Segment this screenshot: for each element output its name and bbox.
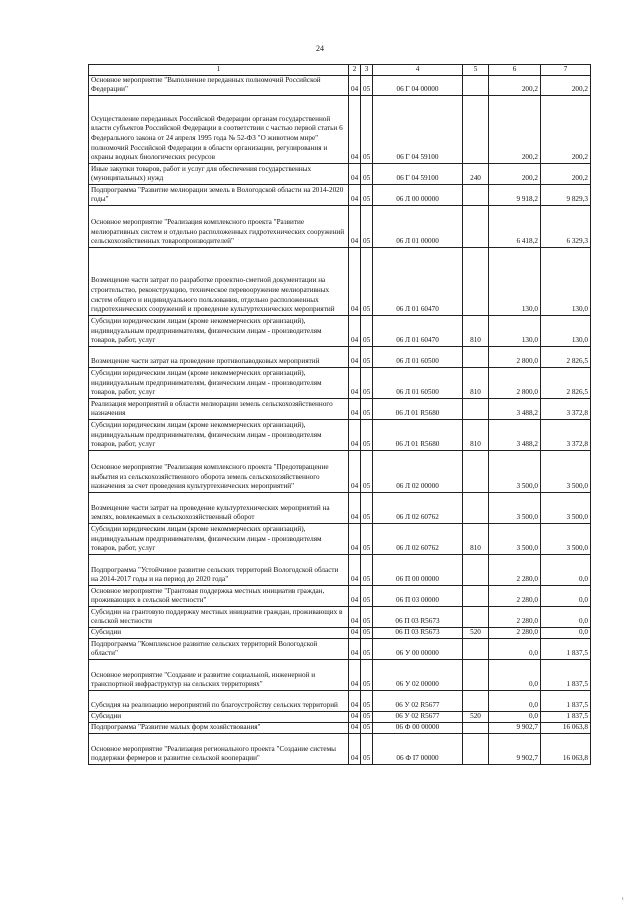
row-name: Возмещение части затрат на проведение культуртехнических мероприятий на землях, вовлекаемых в сельскохозяйственный оборот bbox=[89, 492, 349, 523]
row-section: 04 bbox=[349, 367, 361, 398]
row-target-code: 06 Ф 00 00000 bbox=[373, 722, 463, 733]
row-amount-year1: 2 280,0 bbox=[489, 627, 541, 638]
row-target-code: 06 У 02 00000 bbox=[373, 659, 463, 690]
row-amount-year2: 130,0 bbox=[541, 315, 591, 346]
row-section: 04 bbox=[349, 75, 361, 95]
row-expense-type: 810 bbox=[463, 523, 489, 554]
table-row bbox=[89, 585, 591, 606]
row-target-code: 06 П 03 R5673 bbox=[373, 627, 463, 638]
row-section: 04 bbox=[349, 419, 361, 450]
row-target-code: 06 Л 01 60470 bbox=[373, 315, 463, 346]
row-name: Возмещение части затрат на проведение противопаводковых мероприятий bbox=[89, 346, 349, 367]
row-name: Субсидии юридическим лицам (кроме некоммерческих организаций), индивидуальным предпринимателям, физическим лицам - производителям товаров, работ, услуг bbox=[89, 315, 349, 346]
row-amount-year2: 6 329,3 bbox=[541, 205, 591, 247]
row-section: 04 bbox=[349, 659, 361, 690]
row-section: 04 bbox=[349, 95, 361, 163]
row-subsection: 05 bbox=[361, 398, 373, 419]
table-row bbox=[89, 690, 591, 711]
row-name: Подпрограмма "Развитие малых форм хозяйствования" bbox=[89, 722, 349, 733]
row-subsection: 05 bbox=[361, 554, 373, 585]
row-subsection: 05 bbox=[361, 638, 373, 659]
row-amount-year1: 3 500,0 bbox=[489, 523, 541, 554]
row-amount-year2: 130,0 bbox=[541, 247, 591, 315]
row-amount-year2: 16 063,8 bbox=[541, 722, 591, 733]
row-amount-year1: 3 500,0 bbox=[489, 450, 541, 492]
row-section: 04 bbox=[349, 184, 361, 205]
row-subsection: 05 bbox=[361, 247, 373, 315]
row-name: Основное мероприятие "Реализация комплексного проекта "Предотвращение выбытия из сельскохозяйственного оборота земель сельскохозяйственного назначения за счет проведения культуртехнических мероприятий" bbox=[89, 450, 349, 492]
row-expense-type bbox=[463, 247, 489, 315]
row-amount-year2: 200,2 bbox=[541, 75, 591, 95]
row-amount-year2: 3 500,0 bbox=[541, 450, 591, 492]
row-section: 04 bbox=[349, 315, 361, 346]
row-name: Субсидии юридическим лицам (кроме некоммерческих организаций), индивидуальным предпринимателям, физическим лицам - производителям товаров, работ, услуг bbox=[89, 419, 349, 450]
row-amount-year2: 2 826,5 bbox=[541, 367, 591, 398]
row-name: Осуществление переданных Российской Федерации органам государственной власти субъектов Российской Федерации в соответствии с частью первой статьи 6 Федерального закона от 24 апреля 1995 года № 52-ФЗ "О животном мире" полномочий Российской Федерации в области организации, регулирования и охраны водных биологических ресурсов bbox=[89, 95, 349, 163]
row-amount-year1: 0,0 bbox=[489, 690, 541, 711]
row-amount-year1: 0,0 bbox=[489, 711, 541, 722]
row-amount-year1: 3 500,0 bbox=[489, 492, 541, 523]
table-row bbox=[89, 163, 591, 184]
row-amount-year2: 1 837,5 bbox=[541, 638, 591, 659]
row-name: Основное мероприятие "Реализация комплексного проекта "Развитие мелиоративных систем и отдельно расположенных гидротехнических сооружений сельскохозяйственных товаропроизводителей" bbox=[89, 205, 349, 247]
row-subsection: 05 bbox=[361, 585, 373, 606]
row-target-code: 06 Л 01 R5680 bbox=[373, 398, 463, 419]
row-target-code: 06 Л 01 60470 bbox=[373, 247, 463, 315]
row-subsection: 05 bbox=[361, 95, 373, 163]
row-amount-year2: 200,2 bbox=[541, 163, 591, 184]
row-target-code: 06 У 02 R5677 bbox=[373, 711, 463, 722]
table-row bbox=[89, 205, 591, 247]
row-subsection: 05 bbox=[361, 205, 373, 247]
row-expense-type bbox=[463, 398, 489, 419]
row-target-code: 06 Г 04 00000 bbox=[373, 75, 463, 95]
row-section: 04 bbox=[349, 711, 361, 722]
row-subsection: 05 bbox=[361, 690, 373, 711]
row-expense-type bbox=[463, 659, 489, 690]
table-row bbox=[89, 711, 591, 722]
row-amount-year1: 2 800,0 bbox=[489, 346, 541, 367]
row-name: Субсидии на грантовую поддержку местных инициатив граждан, проживающих в сельской местности bbox=[89, 606, 349, 627]
row-name: Основное мероприятие "Реализация регионального проекта "Создание системы поддержки фермеров и развитие сельской кооперации" bbox=[89, 733, 349, 764]
row-section: 04 bbox=[349, 398, 361, 419]
row-subsection: 05 bbox=[361, 711, 373, 722]
row-name: Подпрограмма "Устойчивое развитие сельских территорий Вологодской области на 2014-2017 годы и на период до 2020 года" bbox=[89, 554, 349, 585]
row-expense-type: 520 bbox=[463, 627, 489, 638]
column-header: 2 bbox=[349, 65, 361, 76]
row-name: Субсидии юридическим лицам (кроме некоммерческих организаций), индивидуальным предпринимателям, физическим лицам - производителям товаров, работ, услуг bbox=[89, 367, 349, 398]
row-amount-year1: 0,0 bbox=[489, 659, 541, 690]
row-subsection: 05 bbox=[361, 523, 373, 554]
row-amount-year1: 130,0 bbox=[489, 315, 541, 346]
row-target-code: 06 У 02 R5677 bbox=[373, 690, 463, 711]
row-amount-year2: 3 372,8 bbox=[541, 398, 591, 419]
row-section: 04 bbox=[349, 733, 361, 764]
table-header-row bbox=[89, 65, 591, 76]
table-row bbox=[89, 247, 591, 315]
row-target-code: 06 П 03 R5673 bbox=[373, 606, 463, 627]
table-row bbox=[89, 492, 591, 523]
row-section: 04 bbox=[349, 450, 361, 492]
table-row bbox=[89, 184, 591, 205]
row-expense-type bbox=[463, 585, 489, 606]
row-subsection: 05 bbox=[361, 627, 373, 638]
row-expense-type: 810 bbox=[463, 419, 489, 450]
row-name: Подпрограмма "Комплексное развитие сельских территорий Вологодской области" bbox=[89, 638, 349, 659]
row-amount-year1: 200,2 bbox=[489, 75, 541, 95]
row-target-code: 06 Л 01 60500 bbox=[373, 346, 463, 367]
row-expense-type bbox=[463, 606, 489, 627]
row-subsection: 05 bbox=[361, 722, 373, 733]
column-header: 3 bbox=[361, 65, 373, 76]
table-row bbox=[89, 659, 591, 690]
row-amount-year2: 1 837,5 bbox=[541, 711, 591, 722]
row-amount-year1: 0,0 bbox=[489, 638, 541, 659]
row-name: Субсидии bbox=[89, 711, 349, 722]
row-amount-year2: 1 837,5 bbox=[541, 659, 591, 690]
row-amount-year2: 9 829,3 bbox=[541, 184, 591, 205]
row-subsection: 05 bbox=[361, 419, 373, 450]
row-amount-year1: 9 918,2 bbox=[489, 184, 541, 205]
row-name: Субсидии bbox=[89, 627, 349, 638]
table-row bbox=[89, 367, 591, 398]
row-expense-type bbox=[463, 733, 489, 764]
row-target-code: 06 Л 01 60500 bbox=[373, 367, 463, 398]
row-amount-year1: 3 488,2 bbox=[489, 398, 541, 419]
row-target-code: 06 Ф I7 00000 bbox=[373, 733, 463, 764]
row-amount-year1: 9 902,7 bbox=[489, 733, 541, 764]
row-section: 04 bbox=[349, 638, 361, 659]
row-target-code: 06 Л 01 R5680 bbox=[373, 419, 463, 450]
row-amount-year1: 3 488,2 bbox=[489, 419, 541, 450]
row-expense-type bbox=[463, 75, 489, 95]
row-subsection: 05 bbox=[361, 450, 373, 492]
row-name: Субсидии юридическим лицам (кроме некоммерческих организаций), индивидуальным предпринимателям, физическим лицам - производителям товаров, работ, услуг bbox=[89, 523, 349, 554]
row-amount-year2: 0,0 bbox=[541, 627, 591, 638]
row-target-code: 06 Г 04 59100 bbox=[373, 95, 463, 163]
row-section: 04 bbox=[349, 627, 361, 638]
row-target-code: 06 Л 02 00000 bbox=[373, 450, 463, 492]
row-amount-year2: 0,0 bbox=[541, 585, 591, 606]
row-amount-year2: 3 500,0 bbox=[541, 523, 591, 554]
row-subsection: 05 bbox=[361, 184, 373, 205]
row-expense-type bbox=[463, 450, 489, 492]
scan-mark: ı bbox=[622, 896, 624, 902]
row-subsection: 05 bbox=[361, 315, 373, 346]
row-subsection: 05 bbox=[361, 367, 373, 398]
row-section: 04 bbox=[349, 492, 361, 523]
row-target-code: 06 П 00 00000 bbox=[373, 554, 463, 585]
row-expense-type: 520 bbox=[463, 711, 489, 722]
row-expense-type bbox=[463, 638, 489, 659]
column-header: 7 bbox=[541, 65, 591, 76]
row-amount-year2: 16 063,8 bbox=[541, 733, 591, 764]
row-amount-year2: 0,0 bbox=[541, 606, 591, 627]
row-amount-year1: 200,2 bbox=[489, 95, 541, 163]
table-row bbox=[89, 722, 591, 733]
row-name: Иные закупки товаров, работ и услуг для обеспечения государственных (муниципальных) нужд bbox=[89, 163, 349, 184]
budget-table bbox=[88, 64, 591, 765]
row-expense-type bbox=[463, 690, 489, 711]
row-section: 04 bbox=[349, 606, 361, 627]
table-row bbox=[89, 450, 591, 492]
table-row bbox=[89, 315, 591, 346]
row-target-code: 06 У 00 00000 bbox=[373, 638, 463, 659]
row-expense-type bbox=[463, 492, 489, 523]
row-section: 04 bbox=[349, 585, 361, 606]
row-name: Подпрограмма "Развитие мелиорации земель в Вологодской области на 2014-2020 годы" bbox=[89, 184, 349, 205]
row-subsection: 05 bbox=[361, 659, 373, 690]
column-header: 6 bbox=[489, 65, 541, 76]
row-subsection: 05 bbox=[361, 606, 373, 627]
row-section: 04 bbox=[349, 554, 361, 585]
row-name: Основное мероприятие "Выполнение переданных полномочий Российской Федерации" bbox=[89, 75, 349, 95]
row-amount-year2: 1 837,5 bbox=[541, 690, 591, 711]
row-amount-year1: 200,2 bbox=[489, 163, 541, 184]
row-amount-year1: 9 902,7 bbox=[489, 722, 541, 733]
row-expense-type bbox=[463, 722, 489, 733]
row-subsection: 05 bbox=[361, 75, 373, 95]
row-subsection: 05 bbox=[361, 733, 373, 764]
table-row bbox=[89, 398, 591, 419]
table-row bbox=[89, 638, 591, 659]
row-target-code: 06 Г 04 59100 bbox=[373, 163, 463, 184]
column-header: 5 bbox=[463, 65, 489, 76]
table-row bbox=[89, 346, 591, 367]
row-amount-year1: 130,0 bbox=[489, 247, 541, 315]
row-name: Возмещение части затрат по разработке проектно-сметной документации на строительство, реконструкцию, техническое перевооружение мелиоративных систем общего и индивидуального пользования, отдельно расположенных гидротехнических сооружений и проведение культуртехнических мероприятий bbox=[89, 247, 349, 315]
row-name: Субсидия на реализацию мероприятий по благоустройству сельских территорий bbox=[89, 690, 349, 711]
row-amount-year2: 2 826,5 bbox=[541, 346, 591, 367]
row-section: 04 bbox=[349, 346, 361, 367]
row-expense-type bbox=[463, 95, 489, 163]
row-subsection: 05 bbox=[361, 492, 373, 523]
row-section: 04 bbox=[349, 247, 361, 315]
row-expense-type: 810 bbox=[463, 315, 489, 346]
row-section: 04 bbox=[349, 205, 361, 247]
row-amount-year1: 2 800,0 bbox=[489, 367, 541, 398]
row-section: 04 bbox=[349, 523, 361, 554]
row-section: 04 bbox=[349, 163, 361, 184]
table-row bbox=[89, 627, 591, 638]
table-row bbox=[89, 606, 591, 627]
table-row bbox=[89, 419, 591, 450]
row-name: Основное мероприятие "Создание и развитие социальной, инженерной и транспортной инфраструктур на сельских территориях" bbox=[89, 659, 349, 690]
page-number: 24 bbox=[316, 44, 324, 53]
row-section: 04 bbox=[349, 690, 361, 711]
table-row bbox=[89, 733, 591, 764]
row-amount-year2: 200,2 bbox=[541, 95, 591, 163]
row-expense-type bbox=[463, 554, 489, 585]
row-expense-type: 240 bbox=[463, 163, 489, 184]
row-expense-type: 810 bbox=[463, 367, 489, 398]
row-subsection: 05 bbox=[361, 163, 373, 184]
row-amount-year2: 3 372,8 bbox=[541, 419, 591, 450]
row-expense-type bbox=[463, 184, 489, 205]
row-section: 04 bbox=[349, 722, 361, 733]
row-expense-type bbox=[463, 346, 489, 367]
row-expense-type bbox=[463, 205, 489, 247]
row-amount-year1: 2 280,0 bbox=[489, 585, 541, 606]
table-row bbox=[89, 523, 591, 554]
row-subsection: 05 bbox=[361, 346, 373, 367]
row-target-code: 06 Л 01 00000 bbox=[373, 205, 463, 247]
column-header: 4 bbox=[373, 65, 463, 76]
table-row bbox=[89, 554, 591, 585]
row-amount-year2: 3 500,0 bbox=[541, 492, 591, 523]
row-target-code: 06 Л 02 60762 bbox=[373, 492, 463, 523]
table-row bbox=[89, 75, 591, 95]
column-header: 1 bbox=[89, 65, 349, 76]
row-target-code: 06 Л 02 60762 bbox=[373, 523, 463, 554]
row-amount-year1: 2 280,0 bbox=[489, 554, 541, 585]
table-row bbox=[89, 95, 591, 163]
row-target-code: 06 П 03 00000 bbox=[373, 585, 463, 606]
row-target-code: 06 Л 00 00000 bbox=[373, 184, 463, 205]
row-name: Основное мероприятие "Грантовая поддержка местных инициатив граждан, проживающих в сельской местности" bbox=[89, 585, 349, 606]
row-amount-year1: 6 418,2 bbox=[489, 205, 541, 247]
row-name: Реализация мероприятий в области мелиорации земель сельскохозяйственного назначения bbox=[89, 398, 349, 419]
row-amount-year1: 2 280,0 bbox=[489, 606, 541, 627]
row-amount-year2: 0,0 bbox=[541, 554, 591, 585]
